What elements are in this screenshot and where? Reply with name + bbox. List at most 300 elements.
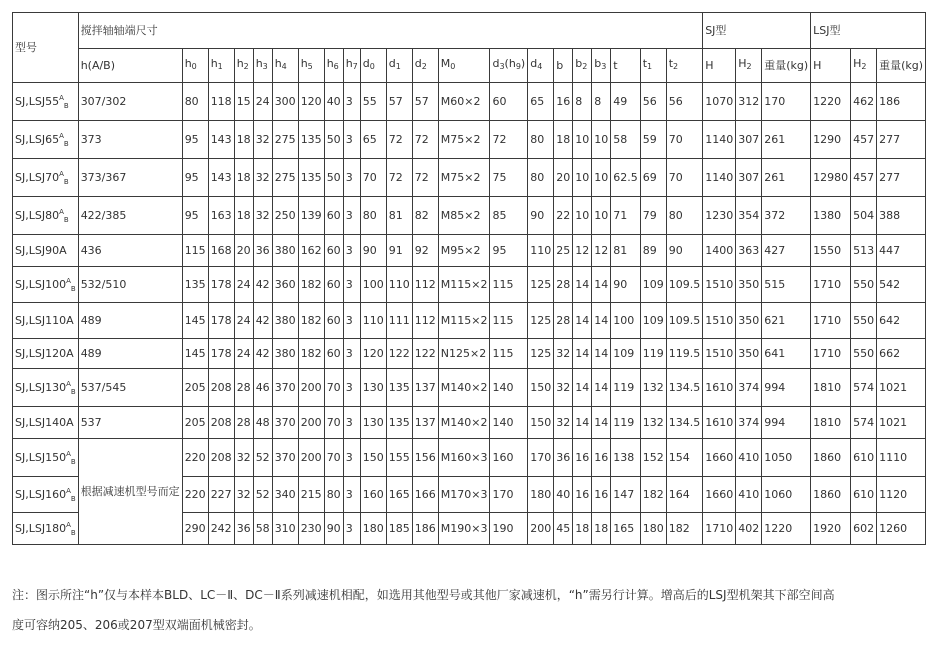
table-cell: 90 xyxy=(324,513,343,545)
table-cell: 156 xyxy=(412,439,438,477)
table-cell: 10 xyxy=(573,121,592,159)
table-cell: 140 xyxy=(490,407,528,439)
table-cell: 3 xyxy=(343,83,360,121)
column-header: $h_7$ xyxy=(343,49,360,83)
table-cell: 220 xyxy=(182,439,208,477)
column-header: H xyxy=(703,49,736,83)
table-cell: 621 xyxy=(762,303,811,339)
table-cell: 1400 xyxy=(703,235,736,267)
table-cell: 92 xyxy=(412,235,438,267)
table-cell: 168 xyxy=(208,235,234,267)
table-cell: 115 xyxy=(490,339,528,369)
table-cell: 410 xyxy=(736,439,762,477)
table-cell: 119 xyxy=(611,369,641,407)
table-cell: 143 xyxy=(208,159,234,197)
model-cell: $SJ,LSJ160^A_B$ xyxy=(13,477,79,513)
table-cell: 1230 xyxy=(703,197,736,235)
table-cell: 150 xyxy=(528,407,554,439)
table-cell: 36 xyxy=(253,235,272,267)
table-cell: 10 xyxy=(592,121,611,159)
table-cell: 200 xyxy=(298,407,324,439)
table-cell: 160 xyxy=(360,477,386,513)
table-cell: 16 xyxy=(554,83,573,121)
table-cell: 130 xyxy=(360,407,386,439)
table-row xyxy=(13,369,926,407)
table-cell: 147 xyxy=(611,477,641,513)
table-cell: 32 xyxy=(253,121,272,159)
table-cell: 72 xyxy=(490,121,528,159)
table-cell: 1660 xyxy=(703,439,736,477)
table-cell: 70 xyxy=(324,407,343,439)
table-cell: 374 xyxy=(736,369,762,407)
table-cell: 3 xyxy=(343,339,360,369)
column-header: $h_3$ xyxy=(253,49,272,83)
table-cell: 65 xyxy=(360,121,386,159)
model-cell: $SJ,LSJ70^A_B$ xyxy=(13,159,79,197)
table-cell: 16 xyxy=(573,439,592,477)
table-cell: 447 xyxy=(877,235,926,267)
table-cell: 610 xyxy=(851,477,877,513)
table-cell: 380 xyxy=(272,303,298,339)
table-cell: 155 xyxy=(386,439,412,477)
table-cell: 227 xyxy=(208,477,234,513)
table-cell: 1021 xyxy=(877,407,926,439)
table-cell: 208 xyxy=(208,369,234,407)
table-cell: 82 xyxy=(412,197,438,235)
table-cell: 115 xyxy=(490,267,528,303)
table-cell: 42 xyxy=(253,339,272,369)
table-cell: 550 xyxy=(851,339,877,369)
dimension-table xyxy=(12,12,926,545)
table-cell: 119.5 xyxy=(666,339,703,369)
table-cell: 200 xyxy=(528,513,554,545)
table-cell: 152 xyxy=(640,439,666,477)
table-cell: 275 xyxy=(272,159,298,197)
table-cell: 182 xyxy=(666,513,703,545)
table-cell: 1610 xyxy=(703,369,736,407)
table-cell: 178 xyxy=(208,339,234,369)
table-cell: 115 xyxy=(490,303,528,339)
table-cell: 109.5 xyxy=(666,303,703,339)
table-cell: 50 xyxy=(324,121,343,159)
table-cell: 261 xyxy=(762,121,811,159)
table-cell: 1710 xyxy=(811,303,851,339)
column-header: $d_2$ xyxy=(412,49,438,83)
table-cell: 185 xyxy=(386,513,412,545)
table-cell: 135 xyxy=(298,159,324,197)
model-cell: $SJ,LSJ55^A_B$ xyxy=(13,83,79,121)
table-cell: 372 xyxy=(762,197,811,235)
table-cell: 200 xyxy=(298,369,324,407)
table-cell: 72 xyxy=(412,121,438,159)
table-cell: 118 xyxy=(208,83,234,121)
table-cell: 310 xyxy=(272,513,298,545)
table-cell: 178 xyxy=(208,303,234,339)
column-header: $H_2$ xyxy=(736,49,762,83)
h-cell: 489 xyxy=(78,339,182,369)
table-cell: 170 xyxy=(528,439,554,477)
column-header: 重量(kg) xyxy=(877,49,926,83)
table-cell: 95 xyxy=(182,197,208,235)
table-cell: 574 xyxy=(851,407,877,439)
table-cell: 80 xyxy=(324,477,343,513)
table-cell: 90 xyxy=(611,267,641,303)
table-cell: 32 xyxy=(234,477,253,513)
table-cell: 122 xyxy=(412,339,438,369)
table-cell: 125 xyxy=(528,267,554,303)
table-cell: 85 xyxy=(490,197,528,235)
table-cell: 109 xyxy=(611,339,641,369)
table-cell: 15 xyxy=(234,83,253,121)
table-cell: 139 xyxy=(298,197,324,235)
table-cell: 58 xyxy=(253,513,272,545)
table-cell: 164 xyxy=(666,477,703,513)
table-cell: 71 xyxy=(611,197,641,235)
model-cell: SJ,LSJ120A xyxy=(13,339,79,369)
table-cell: 138 xyxy=(611,439,641,477)
table-cell: 95 xyxy=(182,121,208,159)
table-cell: 14 xyxy=(573,303,592,339)
table-cell: 70 xyxy=(324,369,343,407)
table-cell: 186 xyxy=(877,83,926,121)
table-cell: 70 xyxy=(666,121,703,159)
table-cell: 14 xyxy=(592,303,611,339)
model-cell: $SJ,LSJ80^A_B$ xyxy=(13,197,79,235)
table-cell: 427 xyxy=(762,235,811,267)
table-cell: 14 xyxy=(592,267,611,303)
table-cell: 994 xyxy=(762,369,811,407)
table-cell: 135 xyxy=(182,267,208,303)
table-cell: 354 xyxy=(736,197,762,235)
table-cell: 20 xyxy=(554,159,573,197)
table-cell: 130 xyxy=(360,369,386,407)
table-cell: 1660 xyxy=(703,477,736,513)
table-cell: 132 xyxy=(640,369,666,407)
table-cell: 602 xyxy=(851,513,877,545)
table-cell: 350 xyxy=(736,303,762,339)
table-cell: 75 xyxy=(490,159,528,197)
table-cell: 162 xyxy=(298,235,324,267)
table-cell: 242 xyxy=(208,513,234,545)
table-cell: 550 xyxy=(851,303,877,339)
footnote: 注：图示所注“h”仅与本样本BLD、LC－Ⅱ、DC－Ⅱ系列减速机相配，如选用其他型号或其他厂家减速机，“h”需另行计算。增高后的LSJ型机架其下部空间高度可容纳205、206或207型双端面机械密封。 xyxy=(12,588,835,632)
table-cell: 402 xyxy=(736,513,762,545)
table-cell: 28 xyxy=(234,369,253,407)
h-cell: 422/385 xyxy=(78,197,182,235)
table-cell: 642 xyxy=(877,303,926,339)
table-cell: 1021 xyxy=(877,369,926,407)
table-cell: 3 xyxy=(343,439,360,477)
table-cell: 20 xyxy=(234,235,253,267)
table-cell: 277 xyxy=(877,121,926,159)
table-cell: 1710 xyxy=(811,267,851,303)
table-cell: 178 xyxy=(208,267,234,303)
table-cell: 52 xyxy=(253,439,272,477)
table-cell: 3 xyxy=(343,303,360,339)
table-cell: 140 xyxy=(490,369,528,407)
table-row xyxy=(13,235,926,267)
table-cell: 182 xyxy=(298,267,324,303)
table-cell: 32 xyxy=(554,407,573,439)
model-cell: SJ,LSJ110A xyxy=(13,303,79,339)
table-cell: 277 xyxy=(877,159,926,197)
table-cell: 165 xyxy=(611,513,641,545)
table-cell: 143 xyxy=(208,121,234,159)
column-header-h: h(A/B) xyxy=(78,49,182,83)
table-cell: 182 xyxy=(298,339,324,369)
table-cell: 457 xyxy=(851,159,877,197)
table-cell: 80 xyxy=(360,197,386,235)
column-header: $h_2$ xyxy=(234,49,253,83)
table-cell: 312 xyxy=(736,83,762,121)
table-cell: 48 xyxy=(253,407,272,439)
column-header: $d_3(h_9)$ xyxy=(490,49,528,83)
column-header: $M_0$ xyxy=(438,49,490,83)
table-cell: 3 xyxy=(343,407,360,439)
table-cell: 111 xyxy=(386,303,412,339)
table-cell: M75×2 xyxy=(438,121,490,159)
h-cell: 537 xyxy=(78,407,182,439)
table-cell: 16 xyxy=(573,477,592,513)
table-cell: 994 xyxy=(762,407,811,439)
table-cell: M170×3 xyxy=(438,477,490,513)
table-cell: 10 xyxy=(573,197,592,235)
table-cell: 1220 xyxy=(762,513,811,545)
table-cell: 154 xyxy=(666,439,703,477)
table-cell: 28 xyxy=(554,267,573,303)
table-cell: 70 xyxy=(360,159,386,197)
table-cell: 57 xyxy=(412,83,438,121)
table-cell: 3 xyxy=(343,513,360,545)
table-cell: 182 xyxy=(640,477,666,513)
table-cell: 12980 xyxy=(811,159,851,197)
table-cell: 208 xyxy=(208,407,234,439)
table-cell: 1860 xyxy=(811,439,851,477)
table-cell: 132 xyxy=(640,407,666,439)
ab-variant-mark: $^A_B$ xyxy=(66,276,76,293)
table-cell: 42 xyxy=(253,303,272,339)
table-cell: 462 xyxy=(851,83,877,121)
table-cell: 45 xyxy=(554,513,573,545)
ab-variant-mark: $^A_B$ xyxy=(59,93,69,110)
table-cell: 60 xyxy=(324,339,343,369)
table-cell: 307 xyxy=(736,159,762,197)
table-cell: 60 xyxy=(324,267,343,303)
table-cell: 109 xyxy=(640,267,666,303)
table-cell: 90 xyxy=(666,235,703,267)
table-cell: 16 xyxy=(592,477,611,513)
table-cell: M85×2 xyxy=(438,197,490,235)
table-cell: 55 xyxy=(360,83,386,121)
table-cell: 370 xyxy=(272,369,298,407)
table-row xyxy=(13,83,926,121)
table-cell: 72 xyxy=(412,159,438,197)
column-header: $b_3$ xyxy=(592,49,611,83)
table-cell: 14 xyxy=(592,339,611,369)
table-cell: 135 xyxy=(298,121,324,159)
table-cell: 112 xyxy=(412,267,438,303)
table-cell: 110 xyxy=(386,267,412,303)
table-cell: 610 xyxy=(851,439,877,477)
column-header: $h_1$ xyxy=(208,49,234,83)
table-cell: 186 xyxy=(412,513,438,545)
h-cell: 307/302 xyxy=(78,83,182,121)
table-cell: 40 xyxy=(554,477,573,513)
table-cell: 90 xyxy=(360,235,386,267)
table-cell: 40 xyxy=(324,83,343,121)
table-cell: 10 xyxy=(573,159,592,197)
table-cell: 56 xyxy=(666,83,703,121)
table-cell: 290 xyxy=(182,513,208,545)
table-cell: 190 xyxy=(490,513,528,545)
table-cell: 1510 xyxy=(703,339,736,369)
table-cell: 200 xyxy=(298,439,324,477)
table-cell: 52 xyxy=(253,477,272,513)
table-cell: M115×2 xyxy=(438,267,490,303)
model-cell: $SJ,LSJ65^A_B$ xyxy=(13,121,79,159)
table-cell: 3 xyxy=(343,369,360,407)
table-cell: 134.5 xyxy=(666,407,703,439)
table-cell: 180 xyxy=(528,477,554,513)
table-cell: 574 xyxy=(851,369,877,407)
table-cell: 180 xyxy=(360,513,386,545)
table-cell: 112 xyxy=(412,303,438,339)
shaft-dimension-header: 搅拌轴轴端尺寸 xyxy=(78,13,703,49)
h-cell: 根据减速机型号而定 xyxy=(78,439,182,545)
table-cell: 380 xyxy=(272,235,298,267)
table-cell: 58 xyxy=(611,121,641,159)
table-row xyxy=(13,267,926,303)
table-cell: 24 xyxy=(234,339,253,369)
table-cell: 50 xyxy=(324,159,343,197)
table-cell: 18 xyxy=(234,197,253,235)
table-cell: 370 xyxy=(272,407,298,439)
table-cell: 32 xyxy=(253,159,272,197)
table-cell: M95×2 xyxy=(438,235,490,267)
table-cell: 95 xyxy=(182,159,208,197)
table-cell: M140×2 xyxy=(438,407,490,439)
column-header: $b_2$ xyxy=(573,49,592,83)
table-cell: 220 xyxy=(182,477,208,513)
table-cell: 641 xyxy=(762,339,811,369)
table-cell: M60×2 xyxy=(438,83,490,121)
table-cell: 307 xyxy=(736,121,762,159)
table-cell: M190×3 xyxy=(438,513,490,545)
table-cell: 165 xyxy=(386,477,412,513)
table-cell: 32 xyxy=(554,369,573,407)
h-cell: 532/510 xyxy=(78,267,182,303)
table-cell: 542 xyxy=(877,267,926,303)
table-cell: 65 xyxy=(528,83,554,121)
table-cell: 72 xyxy=(386,121,412,159)
table-cell: 14 xyxy=(573,267,592,303)
table-cell: 1860 xyxy=(811,477,851,513)
sj-type-header: SJ型 xyxy=(703,13,811,49)
table-row xyxy=(13,439,926,477)
table-cell: 120 xyxy=(360,339,386,369)
table-cell: 80 xyxy=(666,197,703,235)
column-header: H xyxy=(811,49,851,83)
table-cell: 14 xyxy=(573,339,592,369)
table-cell: 57 xyxy=(386,83,412,121)
model-cell: $SJ,LSJ180^A_B$ xyxy=(13,513,79,545)
table-cell: 28 xyxy=(234,407,253,439)
table-row xyxy=(13,159,926,197)
table-cell: 135 xyxy=(386,407,412,439)
table-cell: 1290 xyxy=(811,121,851,159)
table-row xyxy=(13,197,926,235)
table-cell: 110 xyxy=(360,303,386,339)
table-cell: 10 xyxy=(592,159,611,197)
table-cell: 1550 xyxy=(811,235,851,267)
ab-variant-mark: $^A_B$ xyxy=(59,207,69,224)
table-cell: 515 xyxy=(762,267,811,303)
column-header: $h_0$ xyxy=(182,49,208,83)
table-cell: 135 xyxy=(386,369,412,407)
table-cell: 340 xyxy=(272,477,298,513)
table-cell: 60 xyxy=(490,83,528,121)
table-cell: 275 xyxy=(272,121,298,159)
table-cell: 32 xyxy=(253,197,272,235)
table-cell: 60 xyxy=(324,197,343,235)
table-cell: 1140 xyxy=(703,121,736,159)
table-cell: 3 xyxy=(343,267,360,303)
h-cell: 537/545 xyxy=(78,369,182,407)
table-cell: 46 xyxy=(253,369,272,407)
table-cell: 1710 xyxy=(703,513,736,545)
table-cell: 550 xyxy=(851,267,877,303)
table-cell: 145 xyxy=(182,303,208,339)
table-cell: 25 xyxy=(554,235,573,267)
table-cell: 14 xyxy=(573,369,592,407)
column-header: $d_0$ xyxy=(360,49,386,83)
table-cell: 28 xyxy=(554,303,573,339)
table-cell: 22 xyxy=(554,197,573,235)
lsj-type-header: LSJ型 xyxy=(811,13,926,49)
table-cell: 150 xyxy=(360,439,386,477)
table-cell: 205 xyxy=(182,407,208,439)
table-row xyxy=(13,407,926,439)
table-cell: 122 xyxy=(386,339,412,369)
table-row xyxy=(13,121,926,159)
table-cell: 250 xyxy=(272,197,298,235)
table-cell: 137 xyxy=(412,369,438,407)
table-cell: 208 xyxy=(208,439,234,477)
table-cell: 360 xyxy=(272,267,298,303)
model-cell: $SJ,LSJ150^A_B$ xyxy=(13,439,79,477)
table-cell: 115 xyxy=(182,235,208,267)
table-cell: 120 xyxy=(298,83,324,121)
table-cell: 388 xyxy=(877,197,926,235)
table-cell: M115×2 xyxy=(438,303,490,339)
table-cell: 81 xyxy=(611,235,641,267)
ab-variant-mark: $^A_B$ xyxy=(66,486,76,503)
ab-variant-mark: $^A_B$ xyxy=(66,379,76,396)
table-cell: 24 xyxy=(234,303,253,339)
table-cell: 504 xyxy=(851,197,877,235)
table-cell: 24 xyxy=(234,267,253,303)
table-cell: 166 xyxy=(412,477,438,513)
table-cell: 56 xyxy=(640,83,666,121)
model-cell: $SJ,LSJ100^A_B$ xyxy=(13,267,79,303)
table-cell: 3 xyxy=(343,121,360,159)
table-cell: 215 xyxy=(298,477,324,513)
table-cell: 60 xyxy=(324,303,343,339)
table-cell: 109.5 xyxy=(666,267,703,303)
table-cell: M140×2 xyxy=(438,369,490,407)
table-cell: 374 xyxy=(736,407,762,439)
table-cell: 18 xyxy=(592,513,611,545)
